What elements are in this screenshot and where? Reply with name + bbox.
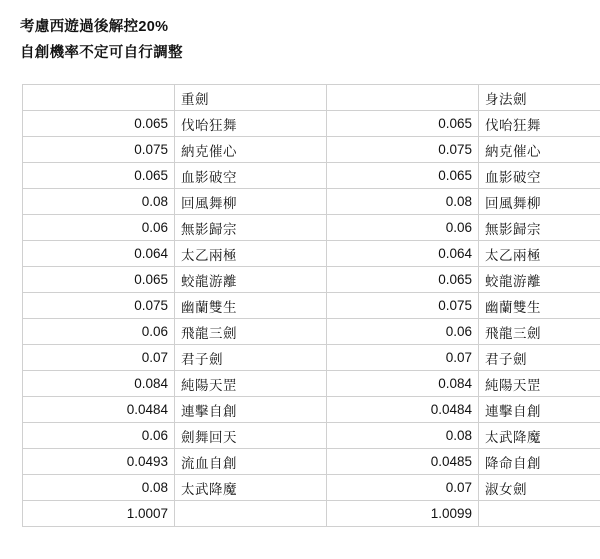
cell-left-value: 0.07	[23, 345, 175, 371]
cell-right-name: 連擊自創	[479, 397, 600, 423]
cell-left-name: 飛龍三劍	[175, 319, 327, 345]
cell-left-name: 太乙兩極	[175, 241, 327, 267]
cell-left-value: 0.06	[23, 423, 175, 449]
table-row	[23, 189, 600, 215]
table-row	[23, 475, 600, 501]
cell-left-value: 0.075	[23, 137, 175, 163]
cell-right-value: 0.065	[327, 111, 479, 137]
cell-left-name: 君子劍	[175, 345, 327, 371]
total-left-value: 1.0007	[23, 501, 175, 527]
cell-right-value: 0.08	[327, 189, 479, 215]
cell-left-value: 0.065	[23, 163, 175, 189]
cell-left-name: 蛟龍游離	[175, 267, 327, 293]
cell-right-name: 飛龍三劍	[479, 319, 600, 345]
cell-left-value: 0.08	[23, 475, 175, 501]
cell-right-name: 純陽天罡	[479, 371, 600, 397]
cell-left-value: 0.0484	[23, 397, 175, 423]
cell-right-value: 0.06	[327, 215, 479, 241]
cell-right-value: 0.075	[327, 293, 479, 319]
cell-right-name: 回風舞柳	[479, 189, 600, 215]
cell-left-name: 太武降魔	[175, 475, 327, 501]
table-row	[23, 345, 600, 371]
cell-left-value: 0.075	[23, 293, 175, 319]
table-row	[23, 319, 600, 345]
cell-right-name: 納克催心	[479, 137, 600, 163]
table-row	[23, 449, 600, 475]
note-line-2: 自創機率不定可自行調整	[20, 45, 183, 61]
cell-right-name: 君子劍	[479, 345, 600, 371]
cell-left-value: 0.0493	[23, 449, 175, 475]
skill-probability-table	[22, 84, 600, 527]
cell-right-name: 降命自創	[479, 449, 600, 475]
cell-right-value: 0.064	[327, 241, 479, 267]
cell-left-value: 0.084	[23, 371, 175, 397]
table-row	[23, 111, 600, 137]
table-row	[23, 215, 600, 241]
table-row	[23, 423, 600, 449]
cell-left-value: 0.06	[23, 215, 175, 241]
cell-right-name: 幽蘭雙生	[479, 293, 600, 319]
spreadsheet-region	[0, 84, 600, 527]
cell-right-value: 0.075	[327, 137, 479, 163]
total-right-value: 1.0099	[327, 501, 479, 527]
note-line-1: 考慮西遊過後解控20%	[20, 19, 169, 35]
header-cell-empty-right	[327, 85, 479, 111]
cell-right-value: 0.065	[327, 267, 479, 293]
cell-left-name: 劍舞回天	[175, 423, 327, 449]
cell-left-value: 0.065	[23, 267, 175, 293]
cell-left-name: 無影歸宗	[175, 215, 327, 241]
total-right-empty	[479, 501, 600, 527]
table-header-row	[23, 85, 600, 111]
cell-right-value: 0.07	[327, 345, 479, 371]
cell-left-value: 0.08	[23, 189, 175, 215]
cell-right-value: 0.08	[327, 423, 479, 449]
table-row	[23, 371, 600, 397]
table-row	[23, 163, 600, 189]
cell-left-name: 伐咍狂舞	[175, 111, 327, 137]
cell-right-name: 太乙兩極	[479, 241, 600, 267]
cell-right-value: 0.084	[327, 371, 479, 397]
header-cell-agility-sword: 身法劍	[479, 85, 600, 111]
cell-left-name: 回風舞柳	[175, 189, 327, 215]
cell-right-name: 伐咍狂舞	[479, 111, 600, 137]
table-row	[23, 241, 600, 267]
cell-right-value: 0.07	[327, 475, 479, 501]
cell-left-name: 血影破空	[175, 163, 327, 189]
cell-right-name: 淑女劍	[479, 475, 600, 501]
cell-right-name: 血影破空	[479, 163, 600, 189]
table-row	[23, 267, 600, 293]
cell-left-value: 0.06	[23, 319, 175, 345]
cell-right-value: 0.065	[327, 163, 479, 189]
table-total-row	[23, 501, 600, 527]
cell-right-name: 蛟龍游離	[479, 267, 600, 293]
cell-right-value: 0.0485	[327, 449, 479, 475]
header-cell-heavy-sword: 重劍	[175, 85, 327, 111]
cell-left-name: 納克催心	[175, 137, 327, 163]
cell-left-name: 純陽天罡	[175, 371, 327, 397]
cell-right-name: 太武降魔	[479, 423, 600, 449]
table-row	[23, 293, 600, 319]
header-cell-empty-left	[23, 85, 175, 111]
cell-left-name: 連擊自創	[175, 397, 327, 423]
cell-left-value: 0.064	[23, 241, 175, 267]
total-left-empty	[175, 501, 327, 527]
cell-left-name: 流血自創	[175, 449, 327, 475]
cell-right-value: 0.0484	[327, 397, 479, 423]
notes-block	[0, 0, 600, 66]
cell-right-name: 無影歸宗	[479, 215, 600, 241]
table-row	[23, 397, 600, 423]
cell-left-name: 幽蘭雙生	[175, 293, 327, 319]
table-row	[23, 137, 600, 163]
cell-left-value: 0.065	[23, 111, 175, 137]
cell-right-value: 0.06	[327, 319, 479, 345]
